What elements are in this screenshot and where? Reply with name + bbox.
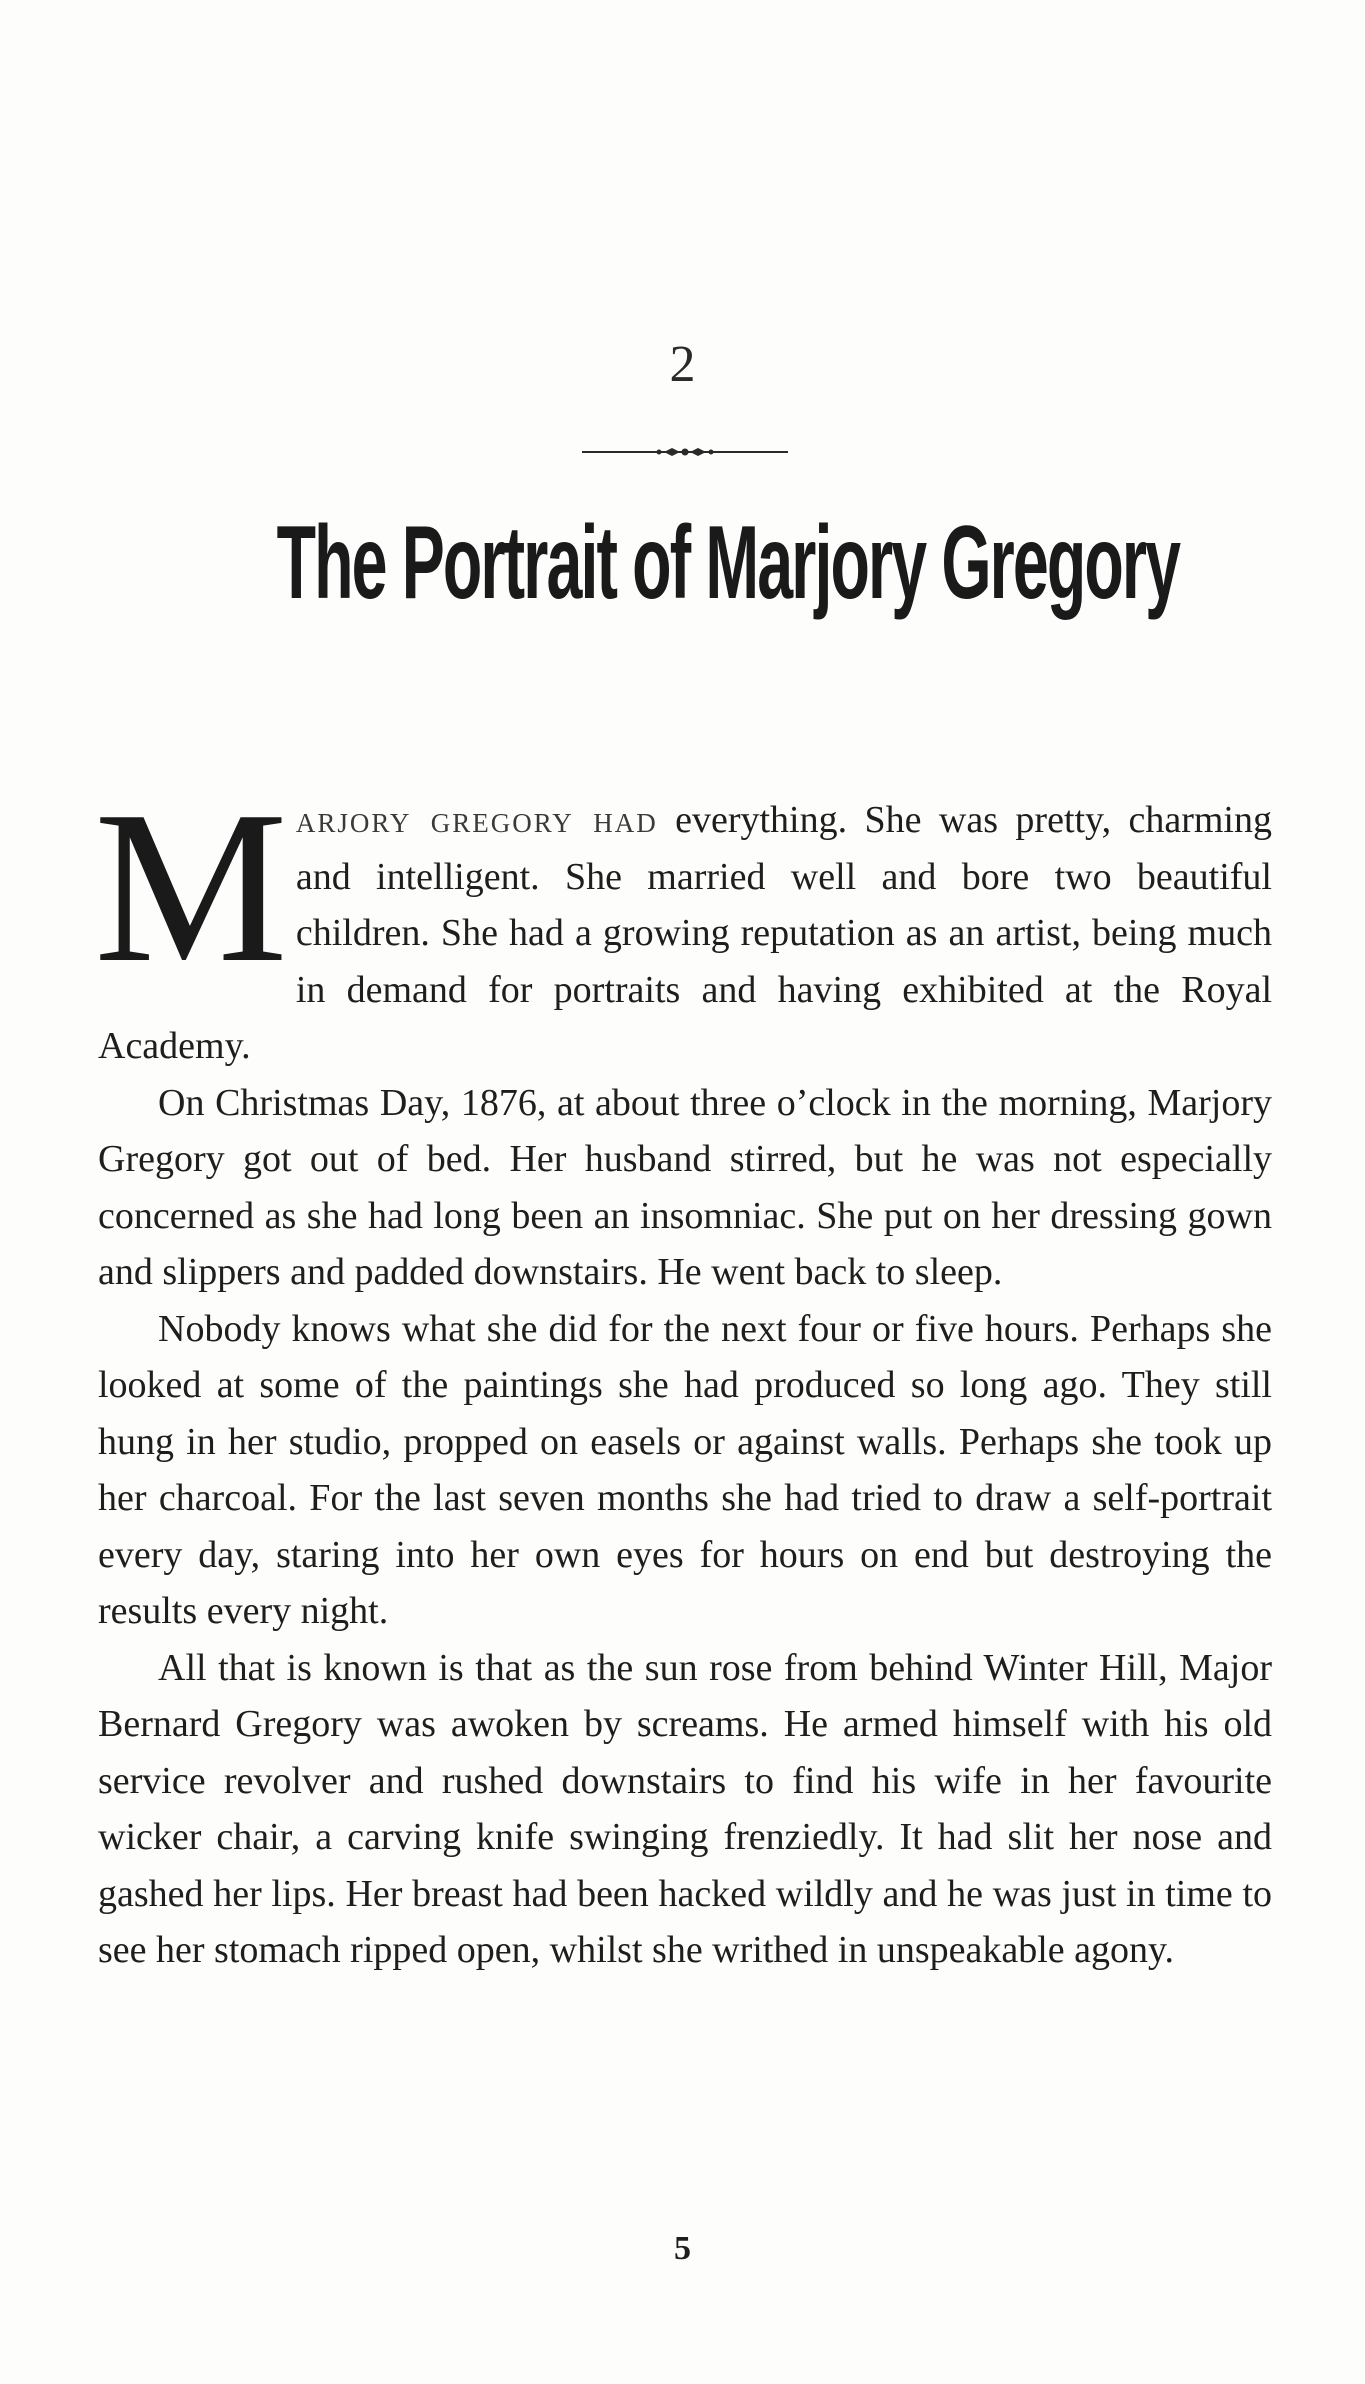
chapter-body bbox=[94, 767, 1272, 1979]
ornament-divider-icon bbox=[582, 440, 788, 464]
page-number: 5 bbox=[674, 2230, 691, 2267]
paragraph-1-text: everything. She was pretty, charming and intelligent. She married well and bore two beautiful children. She had a growing reputation as an artist, being much in demand for portraits and having exhibited at the Royal Academy. bbox=[98, 799, 1272, 1067]
paragraph-3: Nobody knows what she did for the next four or five hours. Perhaps she looked at some of the paintings she had produced so long ago. They still hung in her studio, propped on easels or against walls. Perhaps she took up her charcoal. For the last seven months she had tried to draw a self-portrait every day, staring into her own eyes for hours on end but destroying the results every night. bbox=[98, 1307, 1272, 1632]
paragraph-4: All that is known is that as the sun rose from behind Winter Hill, Major Bernard Gregory was awoken by screams. He armed himself with his old service revolver and rushed downstairs to find his wife in her favourite wicker chair, a carving knife swinging frenziedly. It had slit her nose and gashed her lips. Her breast had been hacked wildly and he was just in time to see her stomach ripped open, whilst she writhed in unspeakable agony. bbox=[98, 1646, 1272, 1971]
chapter-title-text: The Portrait of Marjory Gregory bbox=[276, 505, 1180, 621]
drop-cap: M bbox=[94, 767, 288, 1008]
paragraph-1 bbox=[94, 767, 1272, 1075]
paragraph-2: On Christmas Day, 1876, at about three o’clock in the morning, Marjory Gregory got out of bed. Her husband stirred, but he was not especially concerned as she had long been an insomniac. She put on her dressing gown and slippers and padded downstairs. He went back to sleep. bbox=[98, 1081, 1272, 1293]
chapter-title bbox=[0, 498, 1365, 628]
lead-in-smallcaps: arjory gregory had bbox=[295, 799, 658, 841]
chapter-number: 2 bbox=[669, 336, 696, 393]
